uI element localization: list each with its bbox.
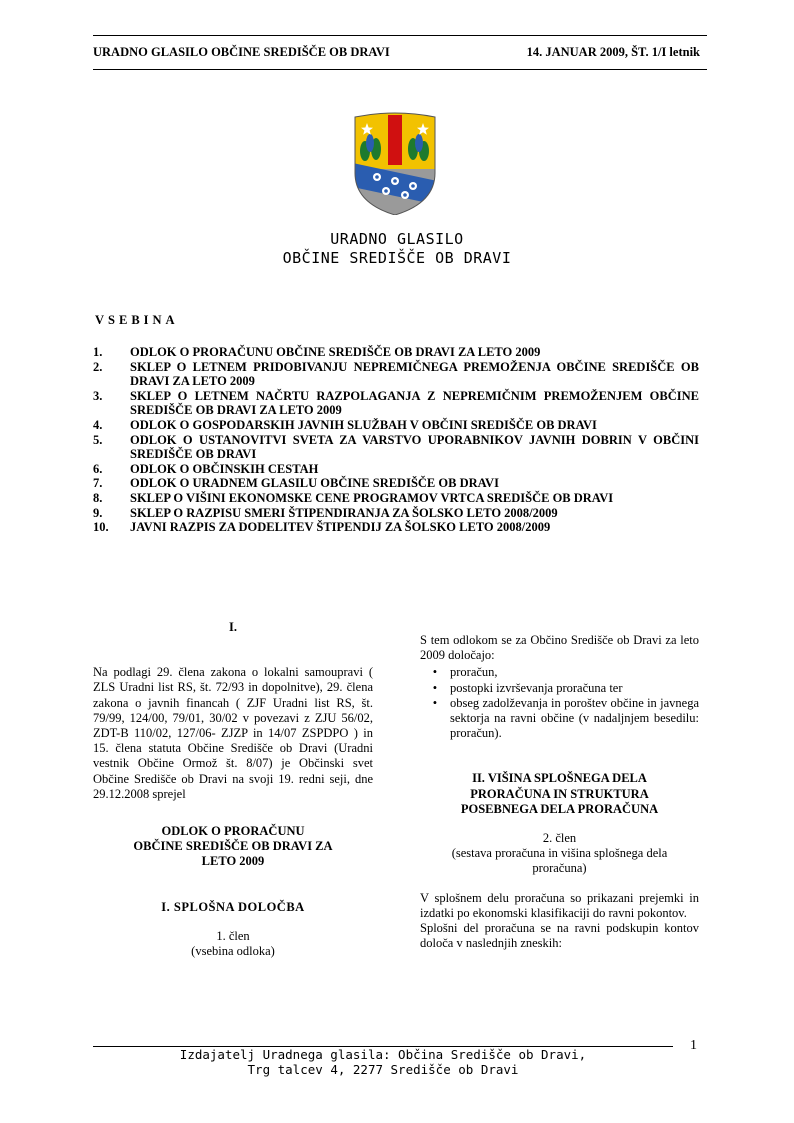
toc-list bbox=[93, 345, 699, 535]
general-part-amounts-paragraph: Splošni del proračuna se na ravni podskupin kontov določa v naslednjih zneskih: bbox=[420, 921, 699, 951]
toc-item-text: SKLEP O RAZPISU SMERI ŠTIPENDIRANJA ZA ŠOLSKO LETO 2008/2009 bbox=[130, 505, 558, 520]
section-heading-line-3: POSEBNEGA DELA PRORAČUNA bbox=[460, 801, 659, 816]
section-heading-line-2: PRORAČUNA IN STRUKTURA bbox=[470, 786, 649, 801]
toc-item bbox=[93, 506, 699, 521]
toc-item bbox=[93, 418, 699, 433]
header-issue-date: 14. JANUAR 2009, ŠT. 1/I letnik bbox=[526, 45, 700, 59]
bullet-text: proračun, bbox=[450, 665, 498, 680]
article-2-heading: 2. člen bbox=[542, 831, 577, 846]
section-heading-general: I. SPLOŠNA DOLOČBA bbox=[161, 899, 305, 914]
toc-item-number: 4. bbox=[93, 417, 103, 432]
toc-item-text: ODLOK O OBČINSKIH CESTAH bbox=[130, 461, 319, 476]
toc-item bbox=[93, 476, 699, 491]
general-part-paragraph: V splošnem delu proračuna so prikazani prejemki in izdatki po ekonomski klasifikaciji do ravni pokontov. bbox=[420, 890, 699, 920]
right-column bbox=[420, 633, 699, 951]
toc-item-number: 2. bbox=[93, 359, 103, 374]
toc-item-text: ODLOK O USTANOVITVI SVETA ZA VARSTVO UPORABNIKOV JAVNIH DOBRIN V OBČINI SREDIŠČE OB DRAVI bbox=[130, 432, 699, 462]
toc-item bbox=[93, 345, 699, 360]
toc-item-text: JAVNI RAZPIS ZA DODELITEV ŠTIPENDIJ ZA ŠOLSKO LETO 2008/2009 bbox=[130, 520, 551, 535]
section-heading-line-1: II. VIŠINA SPLOŠNEGA DELA bbox=[472, 771, 647, 786]
document-title-line-2: OBČINE SREDIŠČE OB DRAVI bbox=[282, 249, 512, 267]
bullet-icon: • bbox=[432, 695, 438, 710]
footer-publisher bbox=[93, 1047, 673, 1077]
bullet-icon: • bbox=[432, 680, 438, 695]
bullet-icon: • bbox=[432, 665, 438, 680]
toc-item-number: 9. bbox=[93, 505, 103, 520]
ordinance-title-line-3: LETO 2009 bbox=[201, 854, 265, 869]
toc-item-number: 8. bbox=[93, 490, 103, 505]
bullet-text: obseg zadolževanja in poroštev občine in javnega sektorja na ravni občine (v nadaljnjem besedilu: proračun). bbox=[450, 695, 699, 741]
toc-item-number: 3. bbox=[93, 388, 103, 403]
bullet-item bbox=[420, 681, 699, 696]
legal-basis-paragraph: Na podlagi 29. člena zakona o lokalni samoupravi ( ZLS Uradni list RS, št. 72/93 in dopolnitve), 29. člena zakona o javnih financah ( ZJF Uradni list RS, št. 79/99, 124/00, 79/01, 30/02 v povezavi z ZJU 56/02, ZDT-B 110/02, 127/06- ZJZP in 14/07 ZSPDPO ) in 15. člena statuta Občine Središče ob Dravi (Uradni vestnik Občine Ormož št. 8/07) je Občinski svet Občine Središče ob Dravi na svoji 19. redni seji, dne 29.12.2008 sprejel bbox=[93, 665, 373, 801]
ordinance-scope-paragraph: S tem odlokom se za Občino Središče ob Dravi za leto 2009 določajo: bbox=[420, 633, 699, 663]
ordinance-title-line-1: ODLOK O PRORAČUNU bbox=[161, 824, 305, 839]
roman-section-number: I. bbox=[229, 620, 237, 634]
page-number: 1 bbox=[690, 1038, 697, 1053]
toc-item-text: ODLOK O GOSPODARSKIH JAVNIH SLUŽBAH V OBČINI SREDIŠČE OB DRAVI bbox=[130, 417, 597, 432]
footer-line-2: Trg talcev 4, 2277 Središče ob Dravi bbox=[247, 1062, 519, 1077]
toc-item-number: 1. bbox=[93, 345, 103, 359]
bullet-item bbox=[420, 696, 699, 742]
toc-item bbox=[93, 491, 699, 506]
article-1-heading: 1. člen bbox=[216, 928, 250, 943]
toc-item bbox=[93, 433, 699, 462]
toc-item-text: ODLOK O URADNEM GLASILU OBČINE SREDIŠČE OB DRAVI bbox=[130, 476, 499, 491]
toc-item-text: ODLOK O PRORAČUNU OBČINE SREDIŠČE OB DRAVI ZA LETO 2009 bbox=[130, 345, 541, 359]
toc-item-text: SKLEP O LETNEM NAČRTU RAZPOLAGANJA Z NEPREMIČNIM PREMOŽENJEM OBČINE SREDIŠČE OB DRAVI ZA LETO 2009 bbox=[130, 388, 699, 418]
bullet-text: postopki izvrševanja proračuna ter bbox=[450, 680, 623, 695]
toc-item-number: 5. bbox=[93, 432, 103, 447]
document-title-line-1: URADNO GLASILO bbox=[330, 230, 464, 248]
header-publication-name: URADNO GLASILO OBČINE SREDIŠČE OB DRAVI bbox=[93, 45, 390, 59]
toc-item bbox=[93, 360, 699, 389]
toc-item-text: SKLEP O VIŠINI EKONOMSKE CENE PROGRAMOV VRTCA SREDIŠČE OB DRAVI bbox=[130, 490, 614, 505]
toc-item bbox=[93, 462, 699, 477]
toc-item-number: 6. bbox=[93, 461, 103, 476]
toc-item-text: SKLEP O LETNEM PRIDOBIVANJU NEPREMIČNEGA PREMOŽENJA OBČINE SREDIŠČE OB DRAVI ZA LETO 2009 bbox=[130, 359, 699, 389]
bullet-item bbox=[420, 665, 699, 680]
header-bottom-rule bbox=[93, 69, 707, 70]
header-top-rule bbox=[93, 35, 707, 36]
toc-item-number: 7. bbox=[93, 476, 103, 491]
ordinance-title-line-2: OBČINE SREDIŠČE OB DRAVI ZA bbox=[133, 839, 333, 854]
toc-item-number: 10. bbox=[93, 520, 109, 535]
footer-line-1: Izdajatelj Uradnega glasila: Občina Središče ob Dravi, bbox=[179, 1047, 587, 1062]
toc-item bbox=[93, 520, 699, 535]
scope-bullet-list bbox=[420, 665, 699, 741]
article-2-subtitle: (sestava proračuna in višina splošnega dela proračuna) bbox=[451, 846, 668, 876]
article-1-subtitle: (vsebina odloka) bbox=[191, 944, 275, 959]
left-column bbox=[93, 620, 373, 959]
toc-item bbox=[93, 389, 699, 418]
coat-of-arms-icon bbox=[343, 111, 447, 215]
toc-heading: VSEBINA bbox=[95, 313, 179, 327]
